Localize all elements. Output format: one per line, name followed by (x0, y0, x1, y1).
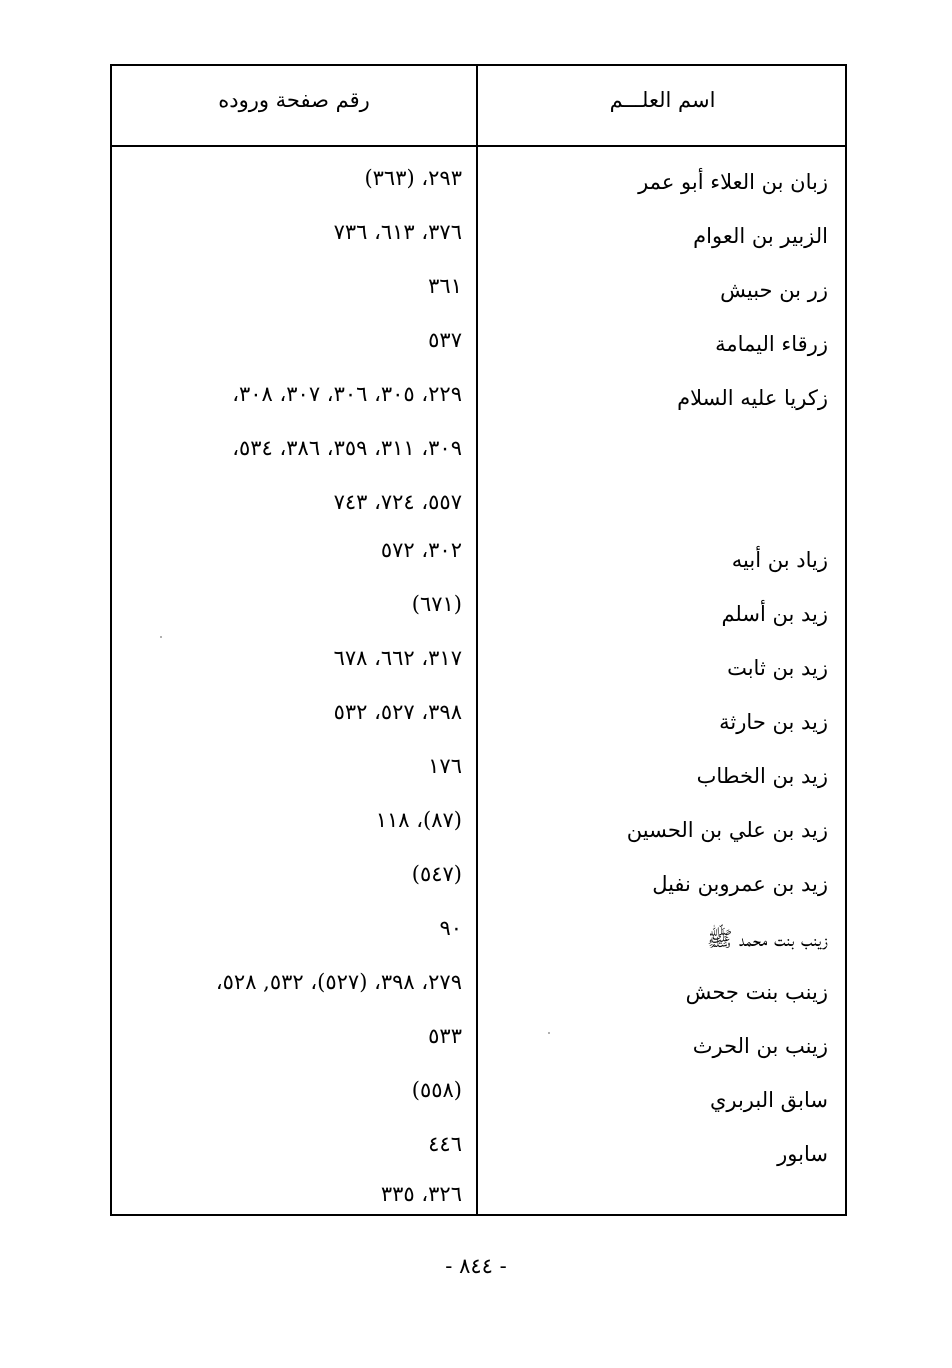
pages-cell: ٤٤٦ (428, 1132, 462, 1156)
column-divider (476, 66, 478, 1214)
header-name-column: اسم العلـــم (609, 88, 716, 112)
pages-cell: (٦٧١) (411, 592, 462, 616)
pages-cell: ٣٠٢، ٥٧٢ (380, 538, 462, 562)
page-number: - ٨٤٤ - (445, 1254, 507, 1278)
pages-cell: (٨٧)، ١١٨ (375, 808, 462, 832)
pages-cell: ٢٢٩، ٣٠٥، ٣٠٦، ٣٠٧، ٣٠٨، (232, 382, 462, 406)
pages-cell: ٣٠٩، ٣١١، ٣٥٩، ٣٨٦، ٥٣٤، (232, 436, 462, 460)
pages-cell: ٣٦١ (428, 274, 462, 298)
pages-cell: (٥٤٧) (411, 862, 462, 886)
name-cell: زينب بنت جحش (685, 980, 828, 1004)
pages-cell: ١٧٦ (428, 754, 462, 778)
pages-cell: ٣٧٦، ٦١٣، ٧٣٦ (333, 220, 462, 244)
header-divider (112, 145, 845, 147)
scan-speck (160, 636, 162, 638)
pages-cell: ٣١٧، ٦٦٢، ٦٧٨ (333, 646, 462, 670)
name-cell: سابق البربري (709, 1088, 828, 1112)
name-cell: زكريا عليه السلام (677, 386, 828, 410)
scan-speck (548, 1032, 550, 1034)
name-cell: زينب بنت محمد ﷺ (707, 927, 828, 951)
name-cell: زينب بن الحرث (692, 1034, 828, 1058)
pages-cell: ٢٧٩، ٣٩٨، (٥٢٧)، ٥٣٢, ٥٢٨، (215, 970, 462, 994)
pages-cell: ٢٩٣، (٣٦٣) (364, 166, 462, 190)
name-cell: زرقاء اليمامة (715, 332, 828, 356)
pages-cell: ٩٠ (439, 916, 462, 940)
name-cell: زر بن حبيش (720, 278, 828, 302)
pages-cell: ٥٣٣ (428, 1024, 462, 1048)
pages-cell: ٥٥٧، ٧٢٤، ٧٤٣ (333, 490, 462, 514)
name-cell: زيد بن أسلم (721, 602, 828, 626)
name-cell: زيد بن عمروبن نفيل (652, 872, 828, 896)
pages-cell: (٥٥٨) (411, 1078, 462, 1102)
name-cell: سابور (777, 1142, 828, 1166)
header-pages-column: رقم صفحة وروده (218, 88, 370, 112)
pages-cell: ٥٣٧ (428, 328, 462, 352)
name-cell: زيد بن حارثة (719, 710, 828, 734)
pages-cell: ٣٢٦، ٣٣٥ (380, 1182, 462, 1206)
name-cell: زيد بن ثابت (727, 656, 828, 680)
name-cell: زيد بن الخطاب (696, 764, 828, 788)
name-cell: زيد بن علي بن الحسين (626, 818, 828, 842)
names-index-table (110, 64, 847, 1216)
pages-cell: ٣٩٨، ٥٢٧، ٥٣٢ (333, 700, 462, 724)
name-cell: زبان بن العلاء أبو عمر (638, 170, 828, 194)
name-cell: زياد بن أبيه (731, 548, 828, 572)
name-cell: الزبير بن العوام (693, 224, 828, 248)
